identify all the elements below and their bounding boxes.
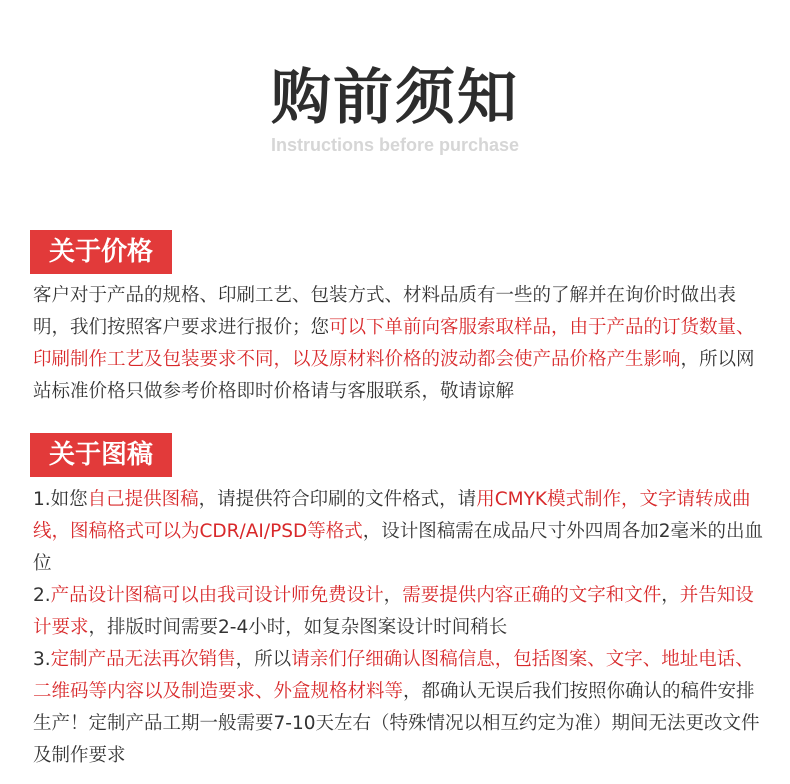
artwork-section-text [33, 484, 769, 772]
artwork-text-highlight: 需要提供内容正确的文字和文件 [402, 585, 662, 606]
price-section-heading [30, 230, 172, 274]
artwork-text-segment: ，都确认无误后我们按照你确认的稿件安排生产！定制产品工期一般需要7-10天左右（特殊情况以相互约定为准）期间无法更改文件及制作要求 [33, 681, 760, 766]
artwork-text-segment: ，所以 [235, 649, 292, 670]
artwork-section-heading-text: 关于图稿 [48, 440, 153, 470]
price-text-segment: ，所以网站标准价格只做参考价格即时价格请与客服联系，敬请谅解 [33, 349, 755, 402]
artwork-text-segment: ，请提供符合印刷的文件格式，请 [198, 489, 477, 510]
artwork-section-heading [30, 433, 172, 477]
price-text-highlight: 可以下单前向客服索取样品，由于产品的订货数量、印刷制作工艺及包装要求不同，以及原材料价格的波动都会使产品价格产生影响 [33, 317, 755, 370]
artwork-text-segment: 1.如您 [33, 489, 88, 510]
page-subtitle: Instructions before purchase [270, 135, 520, 155]
artwork-text-segment: ，设计图稿需在成品尺寸外四周各加2毫米的出血位 [33, 521, 764, 574]
artwork-text-highlight: 并告知设计要求 [33, 585, 754, 638]
artwork-text-highlight: 自己提供图稿 [87, 489, 199, 510]
artwork-text-highlight: 请亲们仔细确认图稿信息，包括图案、文字、地址电话、二维码等内容以及制造要求、外盒规格材料等 [33, 649, 754, 702]
artwork-text-segment: ， [661, 585, 680, 606]
price-text-segment: 客户对于产品的规格、印刷工艺、包装方式、材料品质有一些的了解并在询价时做出表明，我们按照客户要求进行报价；您 [33, 285, 737, 338]
artwork-text-highlight: 用CMYK模式制作，文字请转成曲线，图稿格式可以为CDR/AI/PSD等格式 [33, 489, 751, 542]
page-title: 购前须知 [271, 63, 519, 133]
price-section-text [33, 280, 769, 408]
artwork-text-highlight: 产品设计图稿可以由我司设计师免费设计 [50, 585, 384, 606]
artwork-item-2 [33, 580, 769, 644]
artwork-text-segment: 2. [33, 585, 51, 606]
price-section-heading-text: 关于价格 [48, 237, 153, 267]
artwork-item-1 [33, 484, 769, 580]
artwork-text-segment: 3. [33, 649, 51, 670]
artwork-item-3 [33, 644, 769, 772]
artwork-text-segment: ，排版时间需要2-4小时，如复杂图案设计时间稍长 [88, 617, 508, 638]
artwork-text-segment: ， [383, 585, 403, 606]
artwork-text-highlight: 定制产品无法再次销售 [50, 649, 236, 670]
